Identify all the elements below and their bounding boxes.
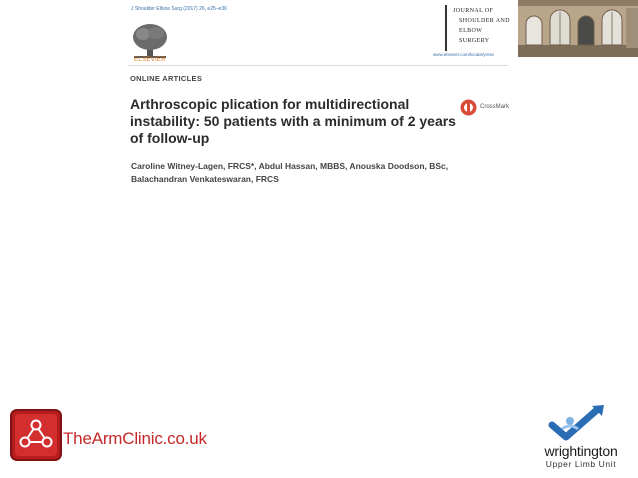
- arm-clinic-logo-icon: [10, 409, 62, 461]
- journal-url: www.elsevier.com/locate/ymse: [433, 52, 495, 57]
- crossmark-badge[interactable]: [460, 99, 510, 117]
- journal-masthead: [445, 5, 510, 51]
- hospital-unit: Upper Limb Unit: [545, 459, 617, 469]
- header-divider: [128, 65, 508, 66]
- clinic-website-link[interactable]: TheArmClinic.co.uk: [63, 429, 207, 448]
- author-list: Caroline Witney-Lagen, FRCS*, Abdul Hassan, MBBS, Anouska Doodson, BSc, Balachandran Venkateswaran, FRCS: [131, 161, 449, 184]
- crossmark-icon: [460, 99, 477, 116]
- section-label: ONLINE ARTICLES: [130, 74, 203, 83]
- journal-citation: J Shoulder Elbow Surg (2017) 26, e25–e36: [131, 6, 227, 12]
- journal-line: SHOULDER AND: [459, 18, 510, 24]
- paper-title: Arthroscopic plication for multidirectional instability: 50 patients with a minimum of 2 years of follow-up: [130, 96, 456, 146]
- publisher-name: ELSEVIER: [134, 57, 166, 63]
- journal-line: JOURNAL OF: [453, 8, 494, 14]
- wrightington-tick-icon: [548, 403, 608, 443]
- journal-line: SURGERY: [459, 38, 490, 44]
- journal-line: ELBOW: [459, 28, 483, 34]
- building-photo: [518, 0, 638, 57]
- hospital-name: wrightington: [544, 443, 618, 459]
- crossmark-label: CrossMark: [480, 104, 510, 110]
